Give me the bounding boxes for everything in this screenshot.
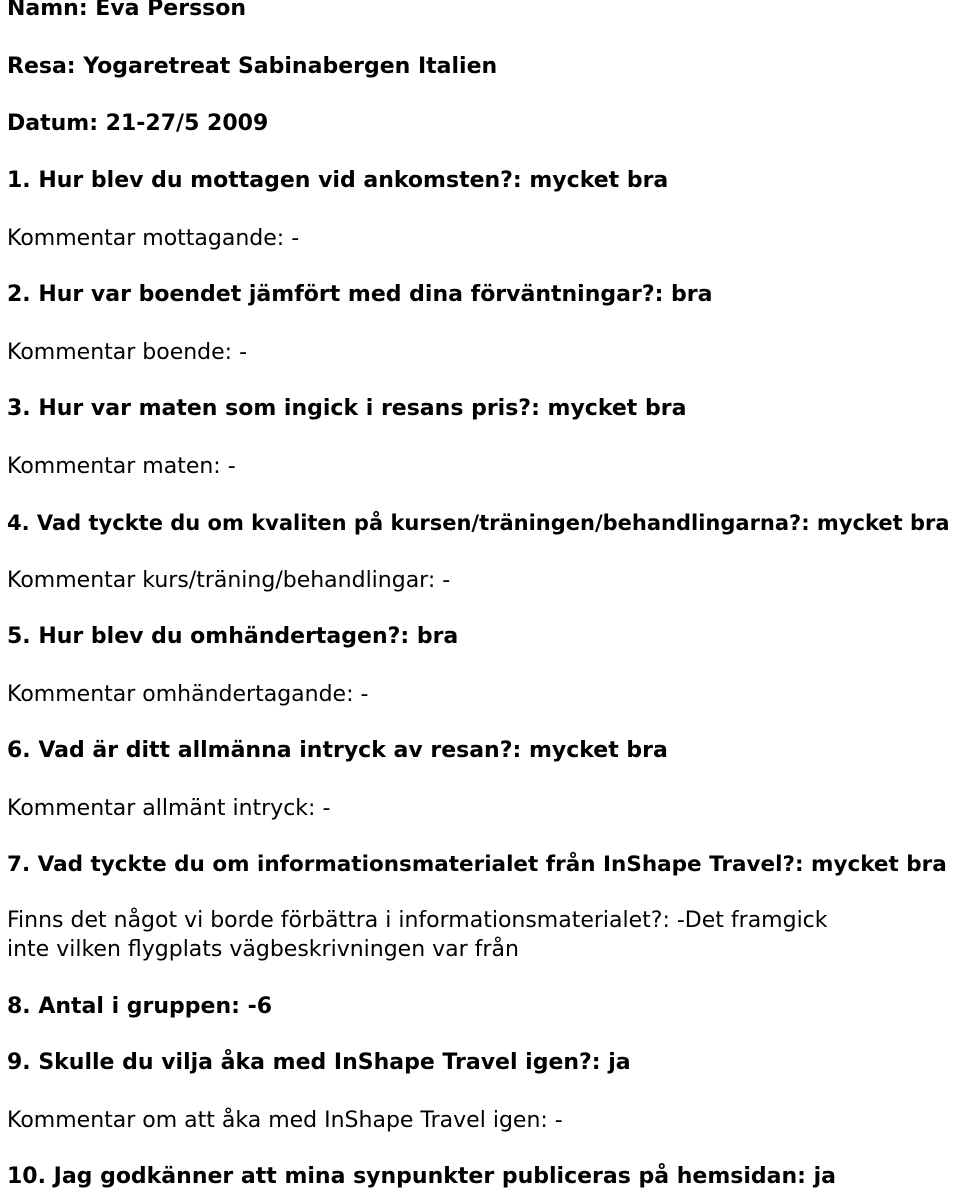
question-1: 1. Hur blev du mottagen vid ankomsten?: mycket bra bbox=[7, 168, 669, 193]
question-10: 10. Jag godkänner att mina synpunkter publiceras på hemsidan: ja bbox=[7, 1164, 836, 1189]
question-5: 5. Hur blev du omhändertagen?: bra bbox=[7, 624, 459, 649]
question-6: 6. Vad är ditt allmänna intryck av resan?: mycket bra bbox=[7, 738, 668, 763]
question-3: 3. Hur var maten som ingick i resans pris?: mycket bra bbox=[7, 396, 687, 421]
comment-3: Kommentar maten: - bbox=[7, 454, 236, 479]
comment-5: Kommentar omhändertagande: - bbox=[7, 682, 369, 707]
question-8: 8. Antal i gruppen: -6 bbox=[7, 994, 273, 1019]
question-2: 2. Hur var boendet jämfört med dina förväntningar?: bra bbox=[7, 282, 713, 307]
question-7: 7. Vad tyckte du om informationsmaterialet från InShape Travel?: mycket bra bbox=[7, 852, 947, 877]
trip-line: Resa: Yogaretreat Sabinabergen Italien bbox=[7, 54, 498, 79]
question-4: 4. Vad tyckte du om kvaliten på kursen/träningen/behandlingarna?: mycket bra bbox=[7, 511, 950, 535]
comment-7-line-1: Finns det något vi borde förbättra i informationsmaterialet?: -Det framgick bbox=[7, 908, 828, 933]
comment-1: Kommentar mottagande: - bbox=[7, 226, 300, 251]
question-9: 9. Skulle du vilja åka med InShape Travel igen?: ja bbox=[7, 1050, 631, 1075]
comment-4: Kommentar kurs/träning/behandlingar: - bbox=[7, 568, 451, 593]
comment-2: Kommentar boende: - bbox=[7, 340, 248, 365]
date-line: Datum: 21-27/5 2009 bbox=[7, 111, 269, 136]
name-line: Namn: Eva Persson bbox=[7, 0, 247, 21]
comment-6: Kommentar allmänt intryck: - bbox=[7, 796, 331, 821]
comment-7-line-2: inte vilken flygplats vägbeskrivningen var från bbox=[7, 937, 519, 962]
comment-9: Kommentar om att åka med InShape Travel igen: - bbox=[7, 1108, 563, 1133]
